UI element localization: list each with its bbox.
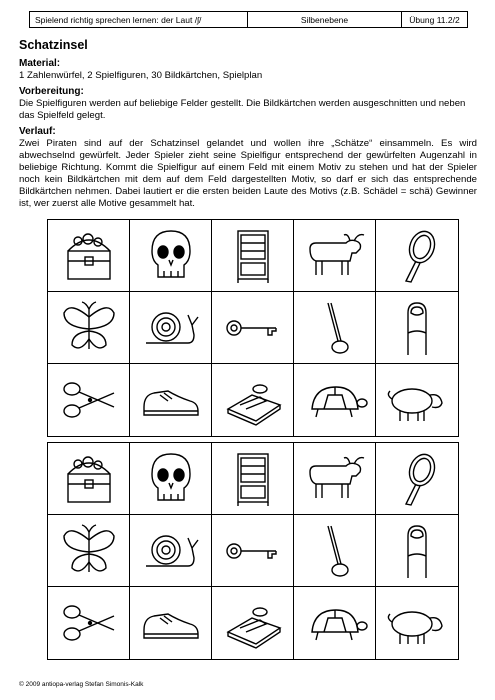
- card-ladle: [294, 515, 376, 587]
- card-thumb: [376, 515, 458, 587]
- ladle-icon: [302, 299, 368, 357]
- procedure-text: Zwei Piraten sind auf der Schatzinsel gelandet und wollen ihre „Schätze“ einsammeln. Es wird abwechselnd gewürfelt. Jeder Spieler zieht seine Spielfigur entsprechend der gewürfelten Augenzahl in beliebige Richtung. Kommt die Spielfigur auf einem Feld mit einem Motiv zu stehen und hat der Spieler noch kein Bildkärtchen mit dem auf dem Feld dargestellten Motiv, so darf er sich das entsprechende Bildkärtchen nehmen. Dabei lautiert er die ersten beiden Laute des Motivs (z.B. Schädel = schä) Gewinner ist, wer zuerst alle Motive gesammelt hat.: [19, 138, 477, 209]
- snail-icon: [138, 299, 204, 357]
- key-icon: [220, 522, 286, 580]
- butterfly-icon: [56, 299, 122, 357]
- turtle-icon: [302, 371, 368, 429]
- card-scissors: [48, 587, 130, 659]
- key-icon: [220, 299, 286, 357]
- card-treasure-chest: [48, 220, 130, 292]
- thumb-icon: [384, 299, 450, 357]
- cabinet-icon: [220, 227, 286, 285]
- card-pig: [376, 364, 458, 436]
- ox-icon: [302, 227, 368, 285]
- skull-icon: [138, 227, 204, 285]
- material-text: 1 Zahlenwürfel, 2 Spielfiguren, 30 Bildkärtchen, Spielplan: [19, 70, 263, 81]
- header-exercise-number: Übung 11.2/2: [409, 14, 460, 25]
- card-skull: [130, 443, 212, 515]
- card-scissors: [48, 364, 130, 436]
- scissors-icon: [56, 594, 122, 652]
- header-level: Silbenebene: [248, 12, 402, 27]
- pig-icon: [384, 371, 450, 429]
- card-ladle: [294, 292, 376, 364]
- header-topic: Spielend richtig sprechen lernen: der Laut /ʃ/: [30, 12, 248, 27]
- card-snail: [130, 515, 212, 587]
- card-hand-mirror: [376, 443, 458, 515]
- preparation-text: Die Spielfiguren werden auf beliebige Felder gestellt. Die Bildkärtchen werden ausgeschnitten und neben das Spielfeld gelegt.: [19, 98, 466, 121]
- hand-mirror-icon: [384, 227, 450, 285]
- procedure-heading: Verlauf:: [19, 126, 56, 137]
- card-mousetrap: [212, 587, 294, 659]
- snail-icon: [138, 522, 204, 580]
- hand-mirror-icon: [384, 450, 450, 508]
- material-heading: Material:: [19, 58, 61, 69]
- card-butterfly: [48, 515, 130, 587]
- preparation-heading: Vorbereitung:: [19, 86, 84, 97]
- card-thumb: [376, 292, 458, 364]
- page-title: Schatzinsel: [19, 38, 88, 52]
- card-pig: [376, 587, 458, 659]
- card-cabinet: [212, 220, 294, 292]
- card-shoe: [130, 364, 212, 436]
- card-ox: [294, 220, 376, 292]
- card-key: [212, 292, 294, 364]
- card-snail: [130, 292, 212, 364]
- instructions: [19, 38, 477, 214]
- card-skull: [130, 220, 212, 292]
- picture-card-grid-2: [47, 442, 459, 660]
- pig-icon: [384, 594, 450, 652]
- picture-card-grid-1: [47, 219, 459, 437]
- card-treasure-chest: [48, 443, 130, 515]
- scissors-icon: [56, 371, 122, 429]
- mousetrap-icon: [220, 594, 286, 652]
- ladle-icon: [302, 522, 368, 580]
- cabinet-icon: [220, 450, 286, 508]
- ox-icon: [302, 450, 368, 508]
- turtle-icon: [302, 594, 368, 652]
- thumb-icon: [384, 522, 450, 580]
- copyright-footer: © 2009 antiopa-verlag Stefan Simonis-Kalk: [19, 681, 144, 688]
- mousetrap-icon: [220, 371, 286, 429]
- butterfly-icon: [56, 522, 122, 580]
- card-shoe: [130, 587, 212, 659]
- card-turtle: [294, 364, 376, 436]
- treasure-chest-icon: [56, 227, 122, 285]
- shoe-icon: [138, 371, 204, 429]
- worksheet-header: [29, 11, 468, 28]
- shoe-icon: [138, 594, 204, 652]
- card-hand-mirror: [376, 220, 458, 292]
- card-butterfly: [48, 292, 130, 364]
- card-mousetrap: [212, 364, 294, 436]
- card-cabinet: [212, 443, 294, 515]
- treasure-chest-icon: [56, 450, 122, 508]
- card-ox: [294, 443, 376, 515]
- card-key: [212, 515, 294, 587]
- card-turtle: [294, 587, 376, 659]
- skull-icon: [138, 450, 204, 508]
